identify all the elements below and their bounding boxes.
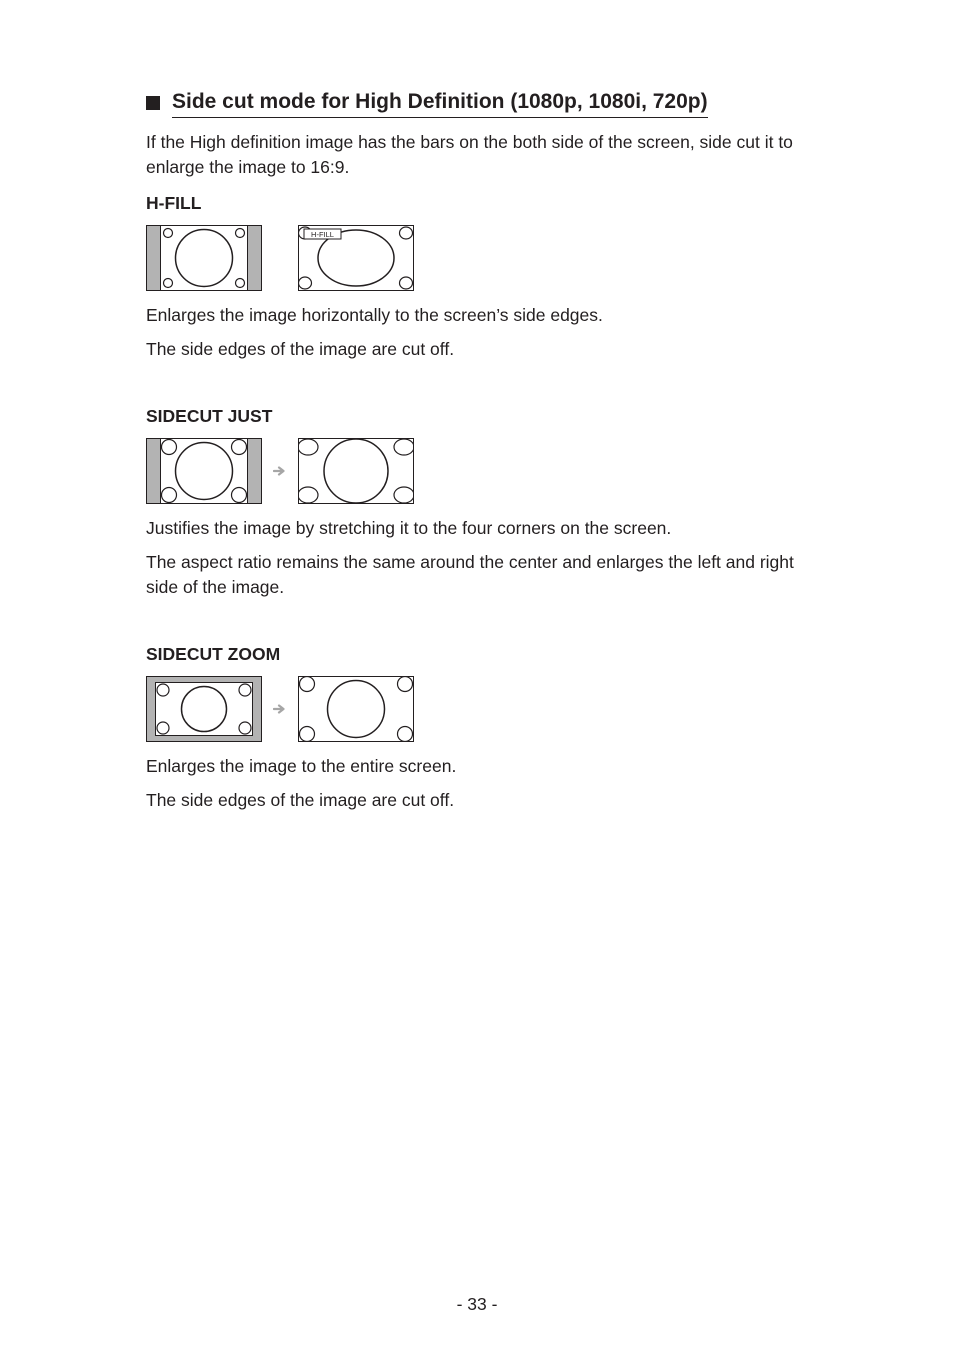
source-screen-pillarbox-icon [146, 225, 262, 291]
source-screen-windowbox-icon [146, 676, 262, 742]
source-screen-pillarbox-icon [146, 438, 262, 504]
description-h-fill-1: Enlarges the image horizontally to the screen’s side edges. [146, 305, 603, 325]
black-square-icon [146, 96, 160, 110]
result-screen-sidecut-zoom-icon [298, 676, 414, 742]
arrow-spacer [262, 225, 298, 291]
mode-sidecut-just [146, 404, 806, 600]
diagram-row-sidecut-just [146, 438, 806, 504]
description-sidecut-just-1: Justifies the image by stretching it to the four corners on the screen. [146, 518, 672, 538]
arrow-right-icon [262, 438, 298, 504]
mode-h-fill [146, 191, 806, 362]
description-sidecut-zoom-2: The side edges of the image are cut off. [146, 790, 455, 810]
page-number: - 33 - [456, 1294, 498, 1314]
page-content [146, 88, 806, 813]
section-title: Side cut mode for High Definition (1080p, 1080i, 720p) [172, 88, 708, 118]
description-sidecut-just-2: The aspect ratio remains the same around the center and enlarges the left and right side of the image. [146, 552, 794, 597]
result-screen-sidecut-just-icon [298, 438, 414, 504]
diagram-row-h-fill [146, 225, 806, 291]
diagram-row-sidecut-zoom [146, 676, 806, 742]
screen-label-h-fill: H-FILL [311, 230, 334, 239]
arrow-right-icon [262, 676, 298, 742]
description-sidecut-zoom-1: Enlarges the image to the entire screen. [146, 756, 457, 776]
mode-sidecut-zoom [146, 642, 806, 813]
description-h-fill-2: The side edges of the image are cut off. [146, 339, 455, 359]
result-screen-h-fill-icon [298, 225, 414, 291]
section-intro: If the High definition image has the bars on the both side of the screen, side cut it to enlarge the image to 16:9. [146, 132, 793, 177]
section-heading [146, 88, 806, 118]
mode-title-h-fill: H-FILL [146, 193, 202, 213]
mode-title-sidecut-just: SIDECUT JUST [146, 406, 273, 426]
mode-title-sidecut-zoom: SIDECUT ZOOM [146, 644, 281, 664]
